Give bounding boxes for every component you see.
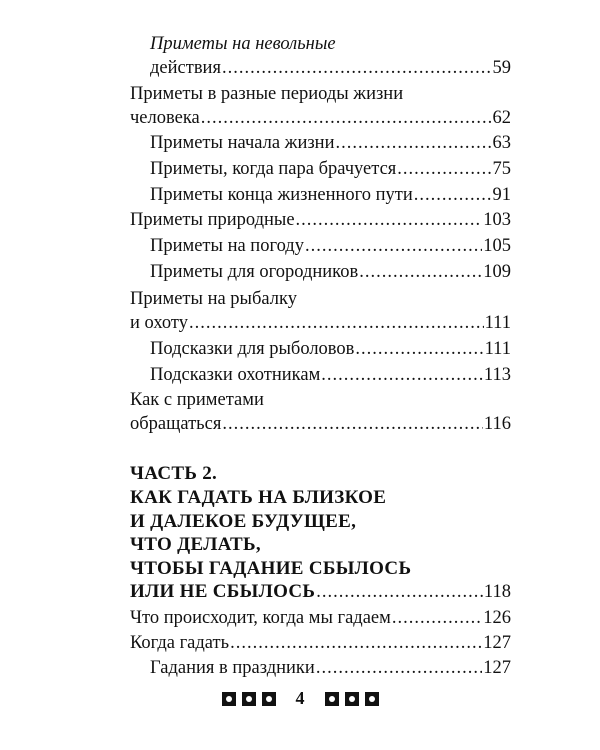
toc-page-number: 126 [483,608,511,628]
toc-entry[interactable] [130,106,511,130]
toc-entry-text: Подсказки охотникам [150,365,321,385]
ornament-icon [365,692,379,706]
part-heading-line: ИЛИ НЕ СБЫЛОСЬ [130,581,316,602]
leader-dots [414,183,492,207]
toc-entry-text: Приметы природные [130,210,295,230]
page-footer [0,688,600,709]
toc-page-number: 105 [483,236,511,256]
toc-page-number: 91 [492,185,511,205]
toc-page-number: 63 [492,133,511,153]
leader-dots [359,260,482,284]
toc-entry[interactable] [150,656,511,680]
toc-entry-text: Приметы, когда пара брачуется [150,159,397,179]
toc-entry[interactable] [150,157,511,181]
part-heading-line: ЧТО ДЕЛАТЬ, [130,534,261,555]
toc-entry[interactable] [150,131,511,155]
leader-dots [305,234,482,258]
part-heading-line: КАК ГАДАТЬ НА БЛИЗКОЕ [130,487,387,508]
toc-entry[interactable] [150,56,511,80]
toc-entry-text: Приметы на невольные [150,34,336,54]
ornament-icon [325,692,339,706]
part-heading-line: ЧАСТЬ 2. [130,463,218,484]
toc-page-number: 62 [492,108,511,128]
leader-dots [189,311,484,335]
part-heading-line: ЧТОБЫ ГАДАНИЕ СБЫЛОСЬ [130,558,412,579]
leader-dots [316,656,482,680]
toc-entry[interactable] [130,311,511,335]
toc-entry[interactable] [130,208,511,232]
toc-entry-text: Приметы в разные периоды жизни [130,84,404,104]
toc-entry-text: действия [150,58,221,78]
toc-entry-text: и охоту [130,313,188,333]
toc-entry[interactable] [150,260,511,284]
toc-entry[interactable] [150,234,511,258]
leader-dots [222,56,492,80]
part-heading-entry[interactable] [130,580,511,604]
leader-dots [392,606,482,630]
toc-entry-text: Что происходит, когда мы гадаем [130,608,391,628]
leader-dots [321,363,483,387]
leader-dots [355,337,483,361]
toc-page-number: 116 [483,414,511,434]
part-heading-line: И ДАЛЕКОЕ БУДУЩЕЕ, [130,511,357,532]
leader-dots [335,131,491,155]
toc-entry-text: Гадания в праздники [150,658,315,678]
toc-entry[interactable] [150,363,511,387]
leader-dots [397,157,491,181]
ornament-icon [345,692,359,706]
toc-page-number: 111 [484,339,511,359]
page-number: 4 [295,688,305,708]
leader-dots [222,412,483,436]
leader-dots [230,631,482,655]
toc-page-number: 127 [483,633,511,653]
leader-dots [316,580,483,604]
toc-page-number: 103 [483,210,511,230]
toc-page-number: 111 [484,313,511,333]
ornament-icon [242,692,256,706]
toc-entry-text: Приметы на рыбалку [130,289,297,309]
toc-entry-text: Когда гадать [130,633,230,653]
toc-page-number: 127 [483,658,511,678]
toc-entry-text: человека [130,108,200,128]
toc-page-number: 59 [492,58,511,78]
toc-entry-text: Приметы начала жизни [150,133,335,153]
toc-entry-text: Приметы для огородников [150,262,359,282]
leader-dots [201,106,492,130]
toc-page-number: 75 [492,159,511,179]
toc-entry-text: Как с приметами [130,390,264,410]
toc-entry[interactable] [150,337,511,361]
toc-page-number: 109 [483,262,511,282]
toc-page-number: 118 [483,582,511,602]
toc-entry[interactable] [130,606,511,630]
ornament-icon [222,692,236,706]
toc-entry-text: Приметы конца жизненного пути [150,185,413,205]
toc-page-number: 113 [483,365,511,385]
toc-entry-text: обращаться [130,414,222,434]
toc-entry-text: Приметы на погоду [150,236,304,256]
toc-entry-text: Подсказки для рыболовов [150,339,355,359]
toc-entry[interactable] [130,412,511,436]
toc-entry[interactable] [130,631,511,655]
ornament-icon [262,692,276,706]
leader-dots [296,208,483,232]
toc-entry[interactable] [150,183,511,207]
